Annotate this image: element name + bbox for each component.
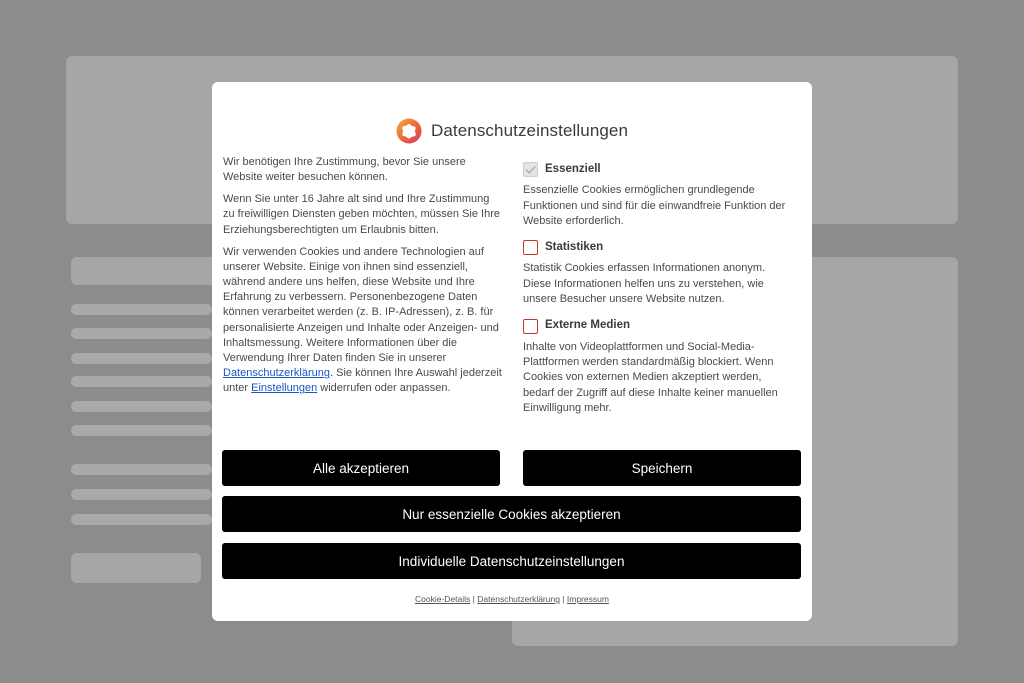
category-label[interactable]: Statistiken — [545, 241, 604, 254]
dialog-header — [212, 118, 812, 144]
individual-privacy-settings-button[interactable]: Individuelle Datenschutzeinstellungen — [222, 543, 801, 579]
category-statistics — [523, 240, 791, 307]
cookie-usage-text: . Sie können Ihre Auswahl jederzeit unter — [223, 367, 502, 395]
age-notice-paragraph: Wenn Sie unter 16 Jahre alt sind und Ihre Zustimmung zu freiwilligen Diensten geben möchten, müssen Sie Ihre Erziehungsberechtigten um Erlaubnis bitten. — [223, 193, 500, 236]
consent-description — [223, 155, 503, 403]
cookie-category-list — [523, 162, 791, 427]
statistics-checkbox[interactable] — [523, 240, 538, 255]
cookie-consent-dialog — [212, 82, 812, 621]
skeleton-line — [71, 353, 212, 364]
skeleton-line — [71, 514, 212, 525]
category-external-media-header[interactable] — [523, 318, 791, 333]
skeleton-sidebar-header — [71, 257, 226, 285]
external-media-checkbox[interactable] — [523, 319, 538, 334]
footer-links — [212, 594, 812, 604]
footer-separator: | — [472, 594, 475, 604]
imprint-link[interactable]: Impressum — [566, 594, 609, 604]
dialog-title: Datenschutzeinstellungen — [430, 121, 629, 140]
category-description: Statistik Cookies erfassen Informationen anonym. Diese Informationen helfen uns zu verstehen, wie unsere Besucher unsere Website nutzen. — [523, 262, 766, 306]
privacy-policy-footer-link[interactable]: Datenschutzerklärung — [477, 594, 560, 604]
accept-essential-only-button[interactable]: Nur essenzielle Cookies akzeptieren — [222, 496, 801, 532]
skeleton-button — [71, 553, 201, 583]
skeleton-line — [71, 376, 212, 387]
save-button[interactable]: Speichern — [523, 450, 801, 486]
footer-separator: | — [562, 594, 565, 604]
accept-all-button[interactable]: Alle akzeptieren — [222, 450, 500, 486]
cookie-usage-paragraph — [223, 245, 503, 397]
borlabs-cookie-logo-icon — [396, 118, 422, 144]
intro-paragraph: Wir benötigen Ihre Zustimmung, bevor Sie unsere Website weiter besuchen können. — [223, 156, 466, 184]
category-label: Essenziell — [545, 163, 601, 175]
cookie-usage-text: Wir verwenden Cookies und andere Technologien auf unserer Website. Einige von ihnen sind essenziell, während andere uns helfen, diese Website und Ihre Erfahrung zu verbessern. Personenbezogene Daten können verarbeitet werden (z. B. IP-Adressen), z. B. für personalisierte Anzeigen und Inhalte oder Anzeigen- und Inhaltsmessung. Weitere Informationen über die Verwendung Ihrer Daten finden Sie in unserer — [223, 245, 499, 365]
settings-link[interactable]: Einstellungen — [251, 382, 318, 395]
category-description: Inhalte von Videoplattformen und Social-Media-Plattformen werden standardmäßig blockiert. Wenn Cookies von externen Medien akzeptiert werden, bedarf der Zugriff auf diese Inhalte keiner manuellen Einwilligung mehr. — [523, 340, 778, 414]
skeleton-line — [71, 304, 212, 315]
category-essential-header — [523, 162, 791, 177]
skeleton-line — [71, 425, 212, 436]
category-statistics-header[interactable] — [523, 240, 791, 255]
cookie-usage-text: widerrufen oder anpassen. — [317, 382, 451, 395]
category-label[interactable]: Externe Medien — [545, 319, 630, 332]
skeleton-line — [71, 401, 212, 412]
cookie-details-link[interactable]: Cookie-Details — [415, 594, 471, 604]
skeleton-line — [71, 328, 212, 339]
skeleton-line — [71, 489, 212, 500]
skeleton-line — [71, 464, 212, 475]
category-external-media — [523, 318, 791, 416]
privacy-policy-link[interactable]: Datenschutzerklärung — [223, 367, 331, 380]
essential-checkbox — [523, 162, 538, 177]
category-description: Essenzielle Cookies ermöglichen grundlegende Funktionen und sind für die einwandfreie Funktion der Website erforderlich. — [523, 184, 786, 227]
category-essential — [523, 162, 791, 229]
